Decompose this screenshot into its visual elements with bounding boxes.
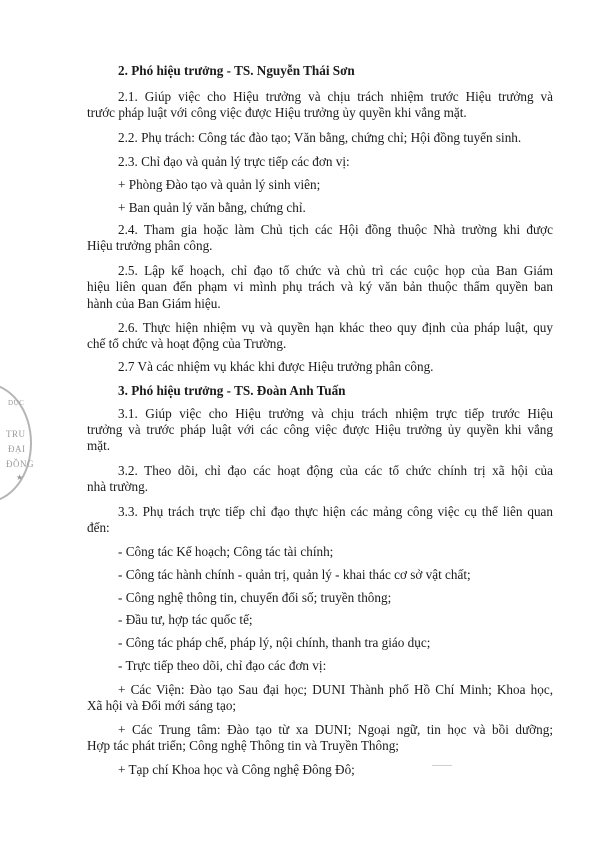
paragraph-line: 2.7 Và các nhiệm vụ khác khi được Hiệu trưởng phân công. bbox=[118, 359, 434, 374]
paragraph-line: 3.2. Theo dõi, chỉ đạo các hoạt động của các tổ chức chính trị xã hội của bbox=[118, 463, 553, 478]
list-item: - Công tác pháp chế, pháp lý, nội chính, thanh tra giáo dục; bbox=[118, 635, 431, 650]
list-item: - Công nghệ thông tin, chuyển đổi số; truyền thông; bbox=[118, 590, 392, 605]
paragraph-line: Hợp tác phát triển; Công nghệ Thông tin và Truyền Thông; bbox=[87, 738, 399, 753]
list-item: - Công tác Kế hoạch; Công tác tài chính; bbox=[118, 544, 334, 559]
paragraph-line: 2.4. Tham gia hoặc làm Chủ tịch các Hội đồng thuộc Nhà trường khi được bbox=[118, 222, 553, 237]
list-item: + Phòng Đào tạo và quản lý sinh viên; bbox=[118, 177, 321, 192]
paragraph-line: Hiệu trưởng phân công. bbox=[87, 238, 213, 253]
paragraph-line: Xã hội và Đổi mới sáng tạo; bbox=[87, 698, 237, 713]
section-2-heading: 2. Phó hiệu trưởng - TS. Nguyễn Thái Sơn bbox=[118, 63, 355, 78]
paragraph-line: 2.1. Giúp việc cho Hiệu trưởng và chịu trách nhiệm trước Hiệu trưởng và bbox=[118, 89, 553, 104]
list-item: + Ban quản lý văn bằng, chứng chỉ. bbox=[118, 200, 306, 215]
list-item: + Tạp chí Khoa học và Công nghệ Đông Đô; bbox=[118, 762, 355, 777]
paragraph-line: đến: bbox=[87, 520, 110, 535]
paragraph-line: hiệu liên quan đến phạm vi mình phụ trách và ký văn bản thuộc thẩm quyền ban bbox=[87, 279, 553, 294]
paragraph-line: 3.3. Phụ trách trực tiếp chỉ đạo thực hiện các mảng công việc cụ thể liên quan bbox=[118, 504, 553, 519]
paragraph-line: chế tổ chức và hoạt động của Trường. bbox=[87, 336, 287, 351]
paragraph-line: 2.5. Lập kế hoạch, chỉ đạo tổ chức và chủ trì các cuộc họp của Ban Giám bbox=[118, 263, 553, 278]
scan-mark bbox=[432, 765, 452, 766]
paragraph-line: trước pháp luật với công việc được Hiệu trưởng ủy quyền khi vắng mặt. bbox=[87, 105, 467, 120]
list-item: - Trực tiếp theo dõi, chỉ đạo các đơn vị: bbox=[118, 658, 327, 673]
seal-text-2: TRU bbox=[6, 429, 26, 439]
list-item: + Các Viện: Đào tạo Sau đại học; DUNI Thành phố Hồ Chí Minh; Khoa học, bbox=[118, 682, 553, 697]
paragraph-line: nhà trường. bbox=[87, 479, 148, 494]
paragraph-line: mặt. bbox=[87, 438, 111, 453]
paragraph-line: 2.3. Chỉ đạo và quản lý trực tiếp các đơn vị: bbox=[118, 154, 350, 169]
section-3-heading: 3. Phó hiệu trưởng - TS. Đoàn Anh Tuấn bbox=[118, 383, 346, 398]
seal-text-1: DỤC bbox=[8, 399, 25, 407]
seal-stamp bbox=[0, 383, 32, 503]
paragraph-line: 2.2. Phụ trách: Công tác đào tạo; Văn bằng, chứng chỉ; Hội đồng tuyển sinh. bbox=[118, 130, 522, 145]
list-item: - Đầu tư, hợp tác quốc tế; bbox=[118, 612, 253, 627]
paragraph-line: 3.1. Giúp việc cho Hiệu trưởng và chịu trách nhiệm trực tiếp trước Hiệu bbox=[118, 406, 553, 421]
list-item: - Công tác hành chính - quản trị, quản lý - khai thác cơ sở vật chất; bbox=[118, 567, 471, 582]
paragraph-line: hành của Ban Giám hiệu. bbox=[87, 296, 221, 311]
seal-star-icon: ★ bbox=[16, 473, 24, 482]
paragraph-line: 2.6. Thực hiện nhiệm vụ và quyền hạn khác theo quy định của pháp luật, quy bbox=[118, 320, 553, 335]
paragraph-line: trưởng và trước pháp luật với các công việc được Hiệu trưởng ủy quyền khi vắng bbox=[87, 422, 553, 437]
seal-text-3: ĐẠI bbox=[8, 444, 26, 454]
list-item: + Các Trung tâm: Đào tạo từ xa DUNI; Ngoại ngữ, tin học và bồi dưỡng; bbox=[118, 722, 553, 737]
seal-text-4: ĐỒNG bbox=[6, 459, 34, 469]
